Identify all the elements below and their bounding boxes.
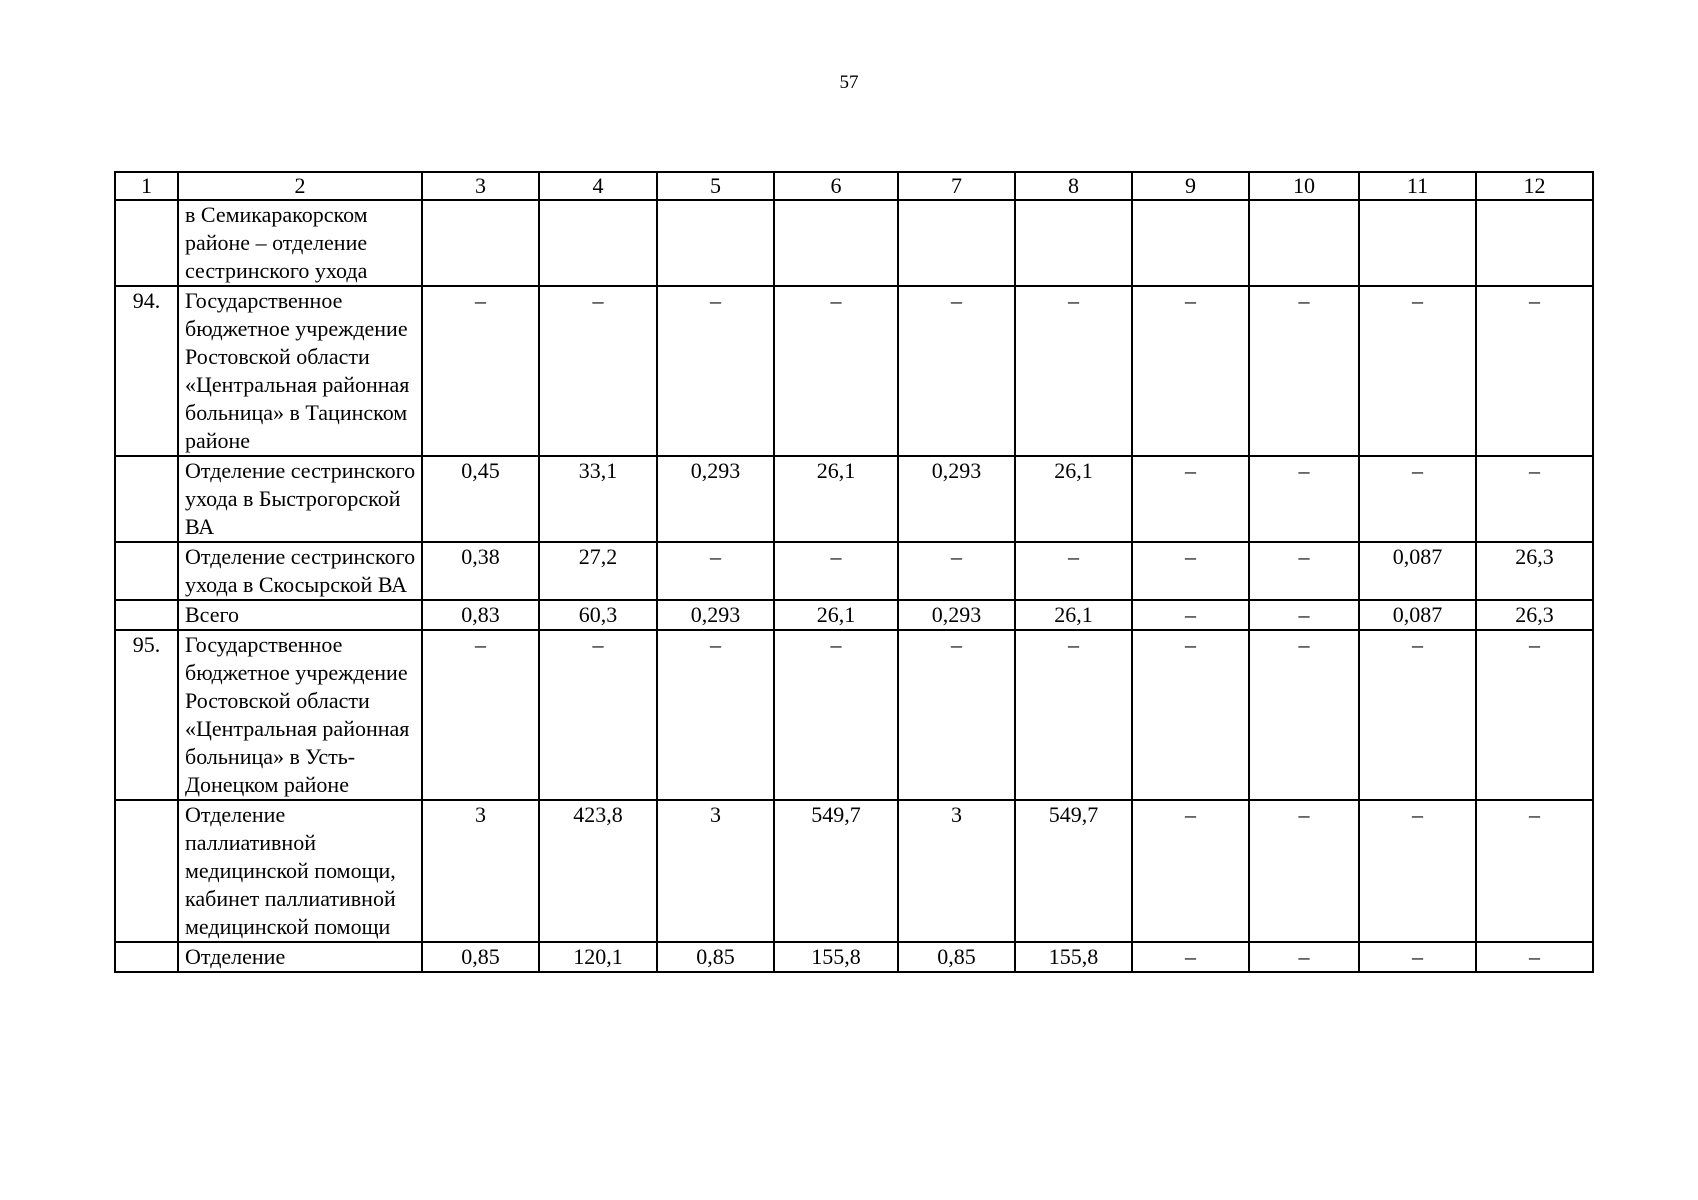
value-cell: –: [1132, 630, 1249, 800]
value-cell: –: [898, 630, 1015, 800]
header-cell: 12: [1476, 172, 1593, 200]
value-cell: 27,2: [539, 542, 657, 600]
value-cell: 60,3: [539, 600, 657, 630]
row-number-cell: [115, 542, 178, 600]
header-cell: 8: [1015, 172, 1132, 200]
value-cell: –: [657, 630, 774, 800]
value-cell: –: [1476, 630, 1593, 800]
value-cell: –: [774, 286, 898, 456]
value-cell: 549,7: [1015, 800, 1132, 942]
value-cell: –: [898, 286, 1015, 456]
value-cell: 155,8: [774, 942, 898, 972]
value-cell: 0,293: [898, 600, 1015, 630]
row-number-cell: [115, 456, 178, 542]
value-cell: [898, 200, 1015, 286]
value-cell: 155,8: [1015, 942, 1132, 972]
value-cell: 26,1: [774, 456, 898, 542]
value-cell: –: [422, 286, 539, 456]
value-cell: –: [539, 630, 657, 800]
value-cell: –: [1359, 456, 1476, 542]
value-cell: –: [1476, 942, 1593, 972]
table-row: [115, 542, 1593, 600]
value-cell: –: [1359, 630, 1476, 800]
value-cell: 549,7: [774, 800, 898, 942]
data-table: [114, 171, 1594, 973]
row-name-cell: Всего: [178, 600, 422, 630]
row-number-cell: [115, 942, 178, 972]
value-cell: [657, 200, 774, 286]
value-cell: –: [1249, 542, 1359, 600]
header-cell: 7: [898, 172, 1015, 200]
value-cell: –: [1015, 630, 1132, 800]
value-cell: –: [774, 630, 898, 800]
value-cell: [539, 200, 657, 286]
value-cell: 26,1: [1015, 456, 1132, 542]
value-cell: 423,8: [539, 800, 657, 942]
value-cell: 26,3: [1476, 600, 1593, 630]
value-cell: 0,83: [422, 600, 539, 630]
header-cell: 11: [1359, 172, 1476, 200]
value-cell: 26,3: [1476, 542, 1593, 600]
value-cell: 26,1: [774, 600, 898, 630]
value-cell: [1249, 200, 1359, 286]
value-cell: 0,85: [898, 942, 1015, 972]
value-cell: –: [1359, 942, 1476, 972]
value-cell: 0,38: [422, 542, 539, 600]
value-cell: [422, 200, 539, 286]
header-cell: 9: [1132, 172, 1249, 200]
table-row: [115, 286, 1593, 456]
row-number-cell: [115, 600, 178, 630]
value-cell: –: [1476, 456, 1593, 542]
table-row: [115, 800, 1593, 942]
value-cell: 33,1: [539, 456, 657, 542]
row-name-cell: Отделение: [178, 942, 422, 972]
value-cell: 0,293: [657, 600, 774, 630]
value-cell: [1359, 200, 1476, 286]
value-cell: –: [1249, 630, 1359, 800]
table-row: [115, 942, 1593, 972]
value-cell: –: [1249, 286, 1359, 456]
row-name-cell: Отделение сестринского ухода в Быстрогорской ВА: [178, 456, 422, 542]
value-cell: 0,85: [657, 942, 774, 972]
value-cell: –: [539, 286, 657, 456]
value-cell: 3: [657, 800, 774, 942]
header-cell: 1: [115, 172, 178, 200]
value-cell: –: [1132, 286, 1249, 456]
value-cell: [1132, 200, 1249, 286]
value-cell: –: [422, 630, 539, 800]
value-cell: 0,293: [657, 456, 774, 542]
row-number-cell: [115, 800, 178, 942]
header-cell: 4: [539, 172, 657, 200]
value-cell: –: [1476, 286, 1593, 456]
value-cell: 120,1: [539, 942, 657, 972]
value-cell: –: [1132, 800, 1249, 942]
value-cell: –: [1359, 800, 1476, 942]
value-cell: 0,293: [898, 456, 1015, 542]
table-row: [115, 600, 1593, 630]
value-cell: –: [1249, 600, 1359, 630]
header-cell: 10: [1249, 172, 1359, 200]
value-cell: –: [1132, 542, 1249, 600]
row-number-cell: 94.: [115, 286, 178, 456]
value-cell: [774, 200, 898, 286]
value-cell: –: [1015, 286, 1132, 456]
value-cell: –: [1249, 800, 1359, 942]
value-cell: 0,087: [1359, 600, 1476, 630]
header-cell: 2: [178, 172, 422, 200]
value-cell: 26,1: [1015, 600, 1132, 630]
value-cell: [1476, 200, 1593, 286]
row-name-cell: Отделение сестринского ухода в Скосырской ВА: [178, 542, 422, 600]
value-cell: –: [1132, 456, 1249, 542]
header-cell: 5: [657, 172, 774, 200]
row-name-cell: Государственное бюджетное учреждение Ростовской области «Центральная районная больница» в Тацинском районе: [178, 286, 422, 456]
value-cell: –: [898, 542, 1015, 600]
table-row: [115, 200, 1593, 286]
header-row: [115, 172, 1593, 200]
value-cell: –: [1132, 942, 1249, 972]
header-cell: 6: [774, 172, 898, 200]
row-number-cell: 95.: [115, 630, 178, 800]
value-cell: –: [1132, 600, 1249, 630]
value-cell: 0,087: [1359, 542, 1476, 600]
value-cell: –: [1359, 286, 1476, 456]
row-name-cell: Государственное бюджетное учреждение Ростовской области «Центральная районная больница» в Усть-Донецком районе: [178, 630, 422, 800]
value-cell: –: [657, 542, 774, 600]
row-number-cell: [115, 200, 178, 286]
row-name-cell: в Семикаракорском районе – отделение сестринского ухода: [178, 200, 422, 286]
value-cell: –: [1476, 800, 1593, 942]
value-cell: 0,45: [422, 456, 539, 542]
page-number: 57: [839, 72, 859, 93]
value-cell: –: [657, 286, 774, 456]
value-cell: –: [1015, 542, 1132, 600]
value-cell: –: [1249, 456, 1359, 542]
value-cell: –: [1249, 942, 1359, 972]
value-cell: [1015, 200, 1132, 286]
value-cell: 3: [422, 800, 539, 942]
header-cell: 3: [422, 172, 539, 200]
row-name-cell: Отделение паллиативной медицинской помощи, кабинет паллиативной медицинской помощи: [178, 800, 422, 942]
value-cell: –: [774, 542, 898, 600]
table-row: [115, 456, 1593, 542]
value-cell: 3: [898, 800, 1015, 942]
table-row: [115, 630, 1593, 800]
value-cell: 0,85: [422, 942, 539, 972]
